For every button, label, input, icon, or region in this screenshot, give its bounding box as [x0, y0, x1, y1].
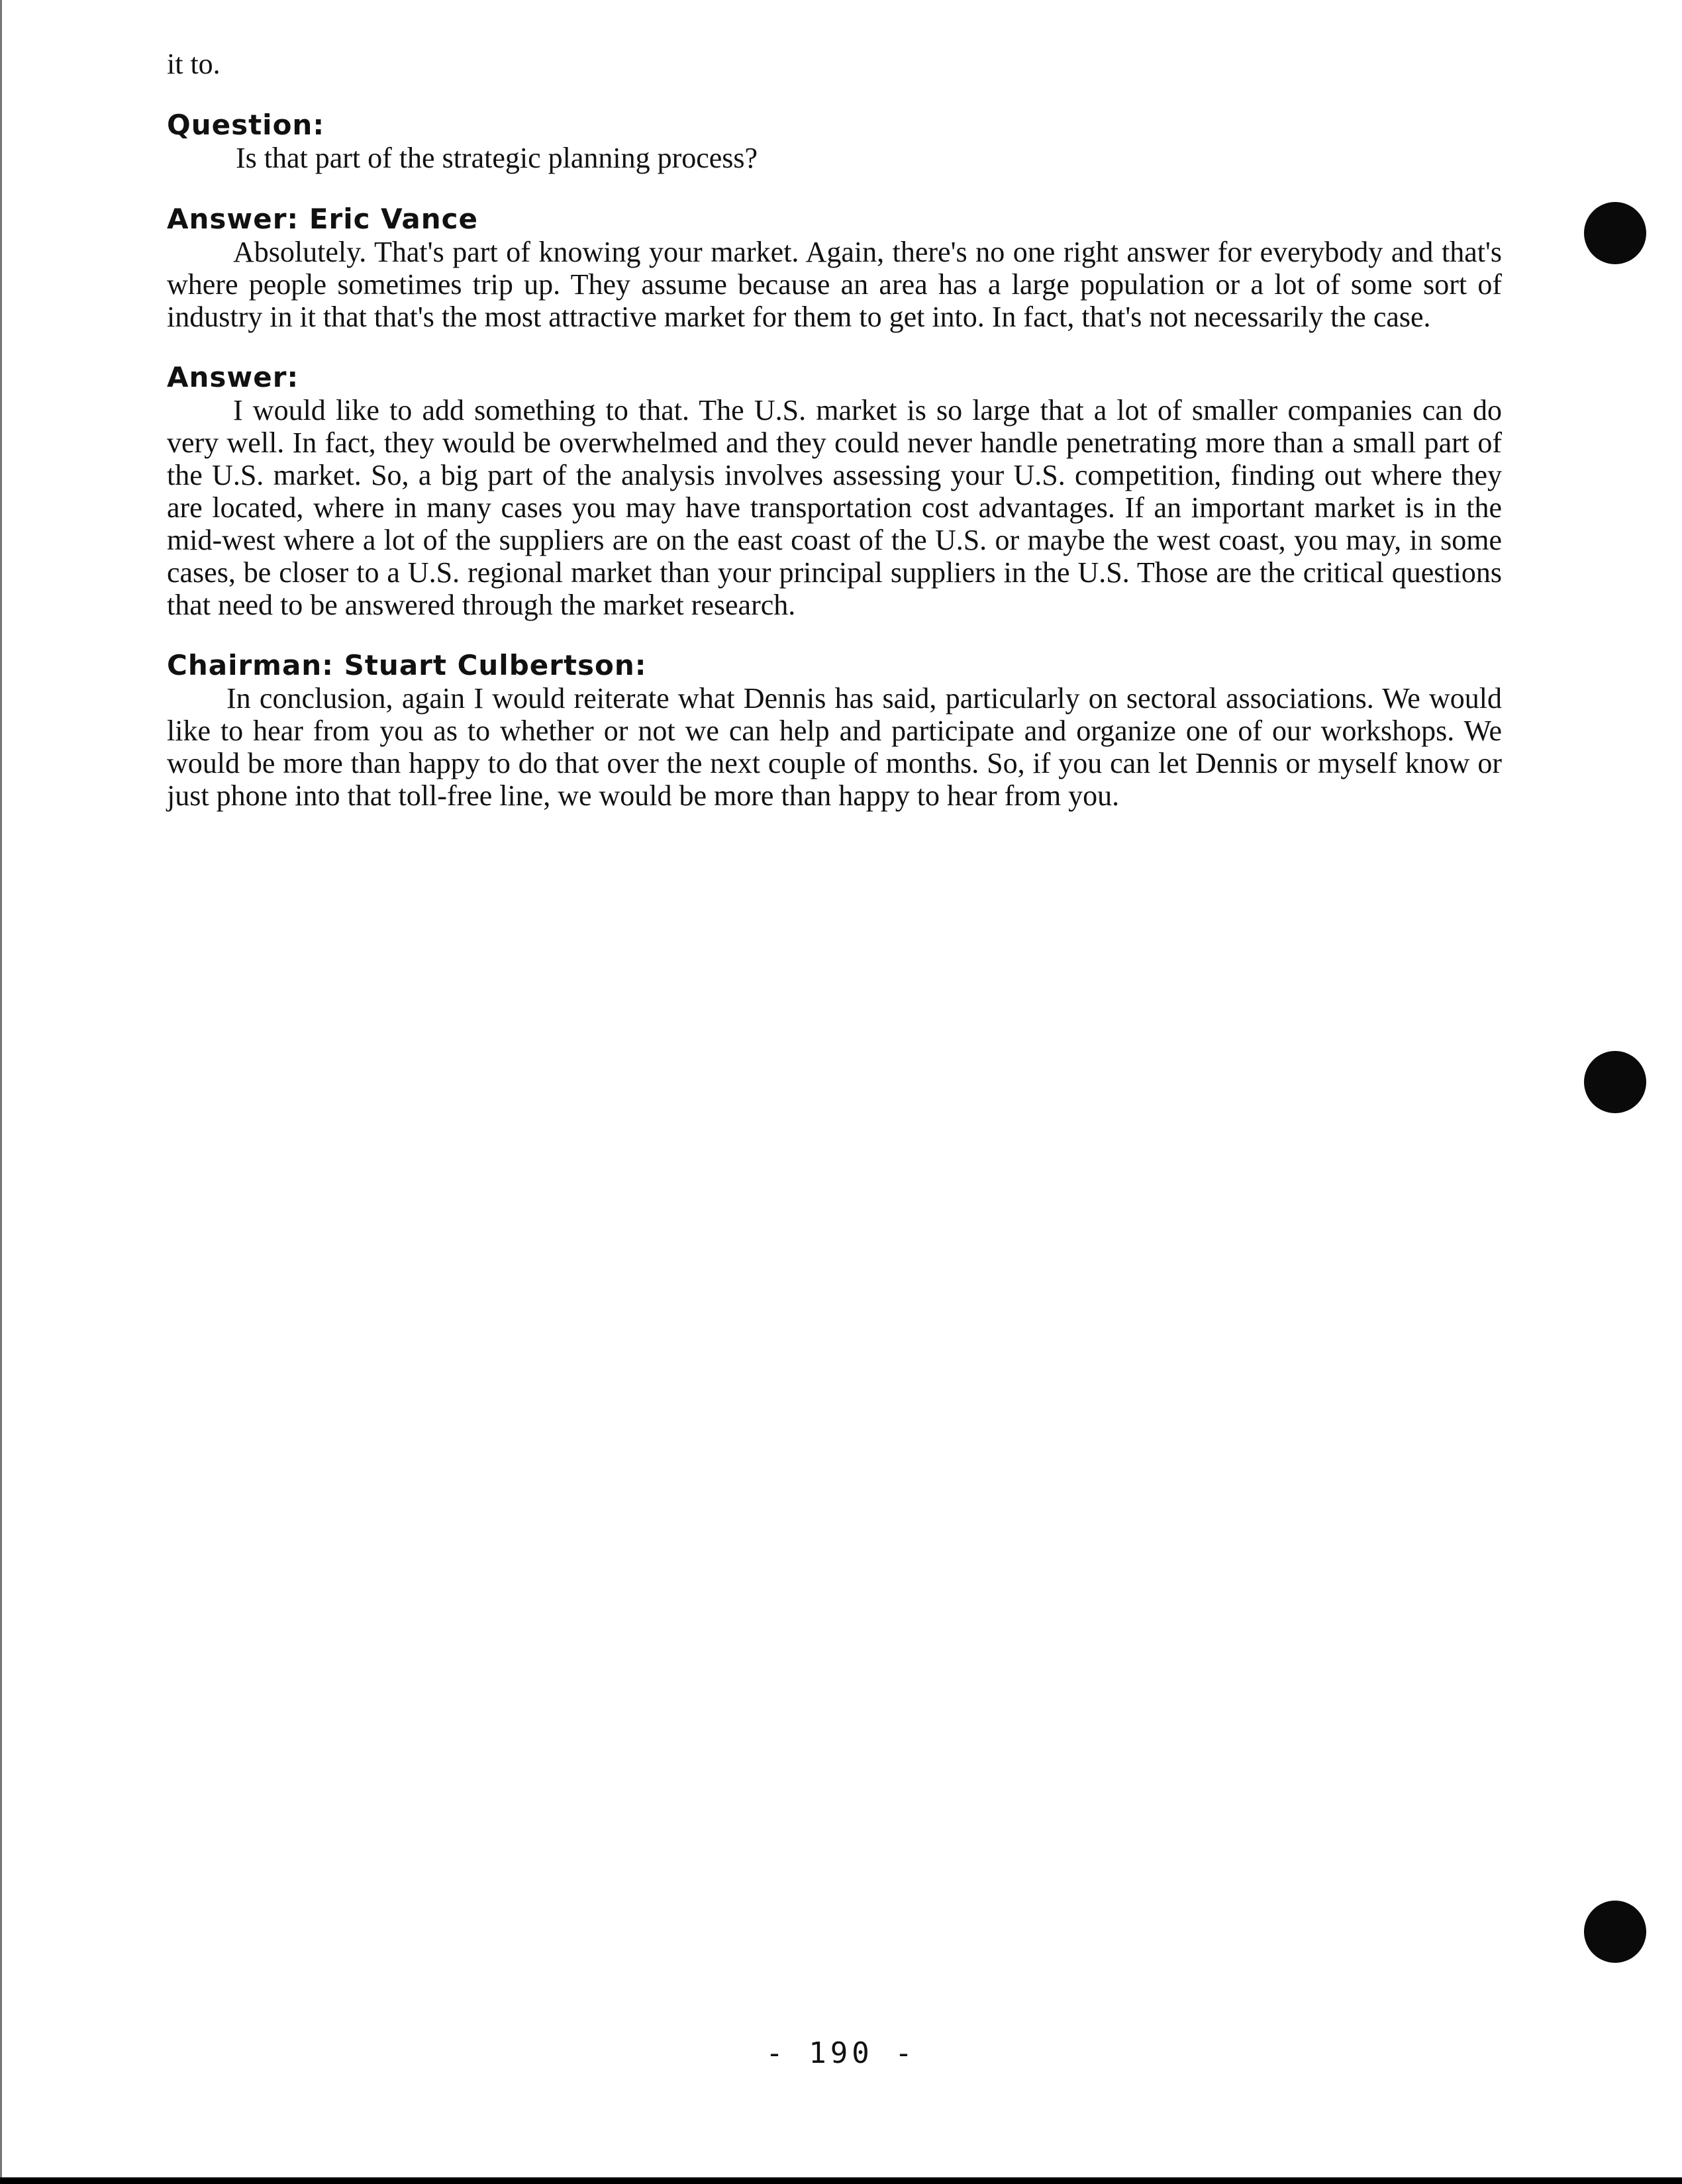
continuation-line: it to.	[167, 48, 221, 80]
punch-hole-middle	[1584, 1051, 1646, 1113]
page-left-edge	[0, 0, 2, 2184]
answer-eric-vance-text: Absolutely. That's part of knowing your market. Again, there's no one right answer for everybody and that's where people sometimes trip up. They assume because an area has a large population or a lot of some sort of industry in it that that's the most attractive market for them to get into. In fact, that's not necessarily the case.	[167, 236, 1502, 333]
page-number: - 190 -	[766, 2036, 916, 2070]
punch-hole-bottom	[1584, 1901, 1646, 1963]
question-text: Is that part of the strategic planning process?	[236, 142, 758, 174]
answer-heading: Answer:	[167, 361, 299, 393]
answer-text: I would like to add something to that. The U.S. market is so large that a lot of smaller companies can do very well. In fact, they would be overwhelmed and they could never handle penetrating more than a small part of the U.S. market. So, a big part of the analysis involves assessing your U.S. competition, finding out where they are located, where in many cases you may have transportation cost advantages. If an important market is in the mid-west where a lot of the suppliers are on the east coast of the U.S. or maybe the west coast, you may, in some cases, be closer to a U.S. regional market than your principal suppliers in the U.S. Those are the critical questions that need to be answered through the market research.	[167, 394, 1502, 621]
chairman-text: In conclusion, again I would reiterate what Dennis has said, particularly on sectoral associations. We would like to hear from you as to whether or not we can help and participate and organize one of our workshops. We would be more than happy to do that over the next couple of months. So, if you can let Dennis or myself know or just phone into that toll-free line, we would be more than happy to hear from you.	[167, 682, 1502, 812]
bottom-scan-edge	[0, 2177, 1682, 2184]
chairman-heading: Chairman: Stuart Culbertson:	[167, 649, 647, 681]
transcript-text	[167, 48, 1502, 812]
answer-eric-vance-heading: Answer: Eric Vance	[167, 203, 478, 235]
punch-hole-top	[1584, 202, 1646, 264]
question-heading: Question:	[167, 109, 325, 141]
